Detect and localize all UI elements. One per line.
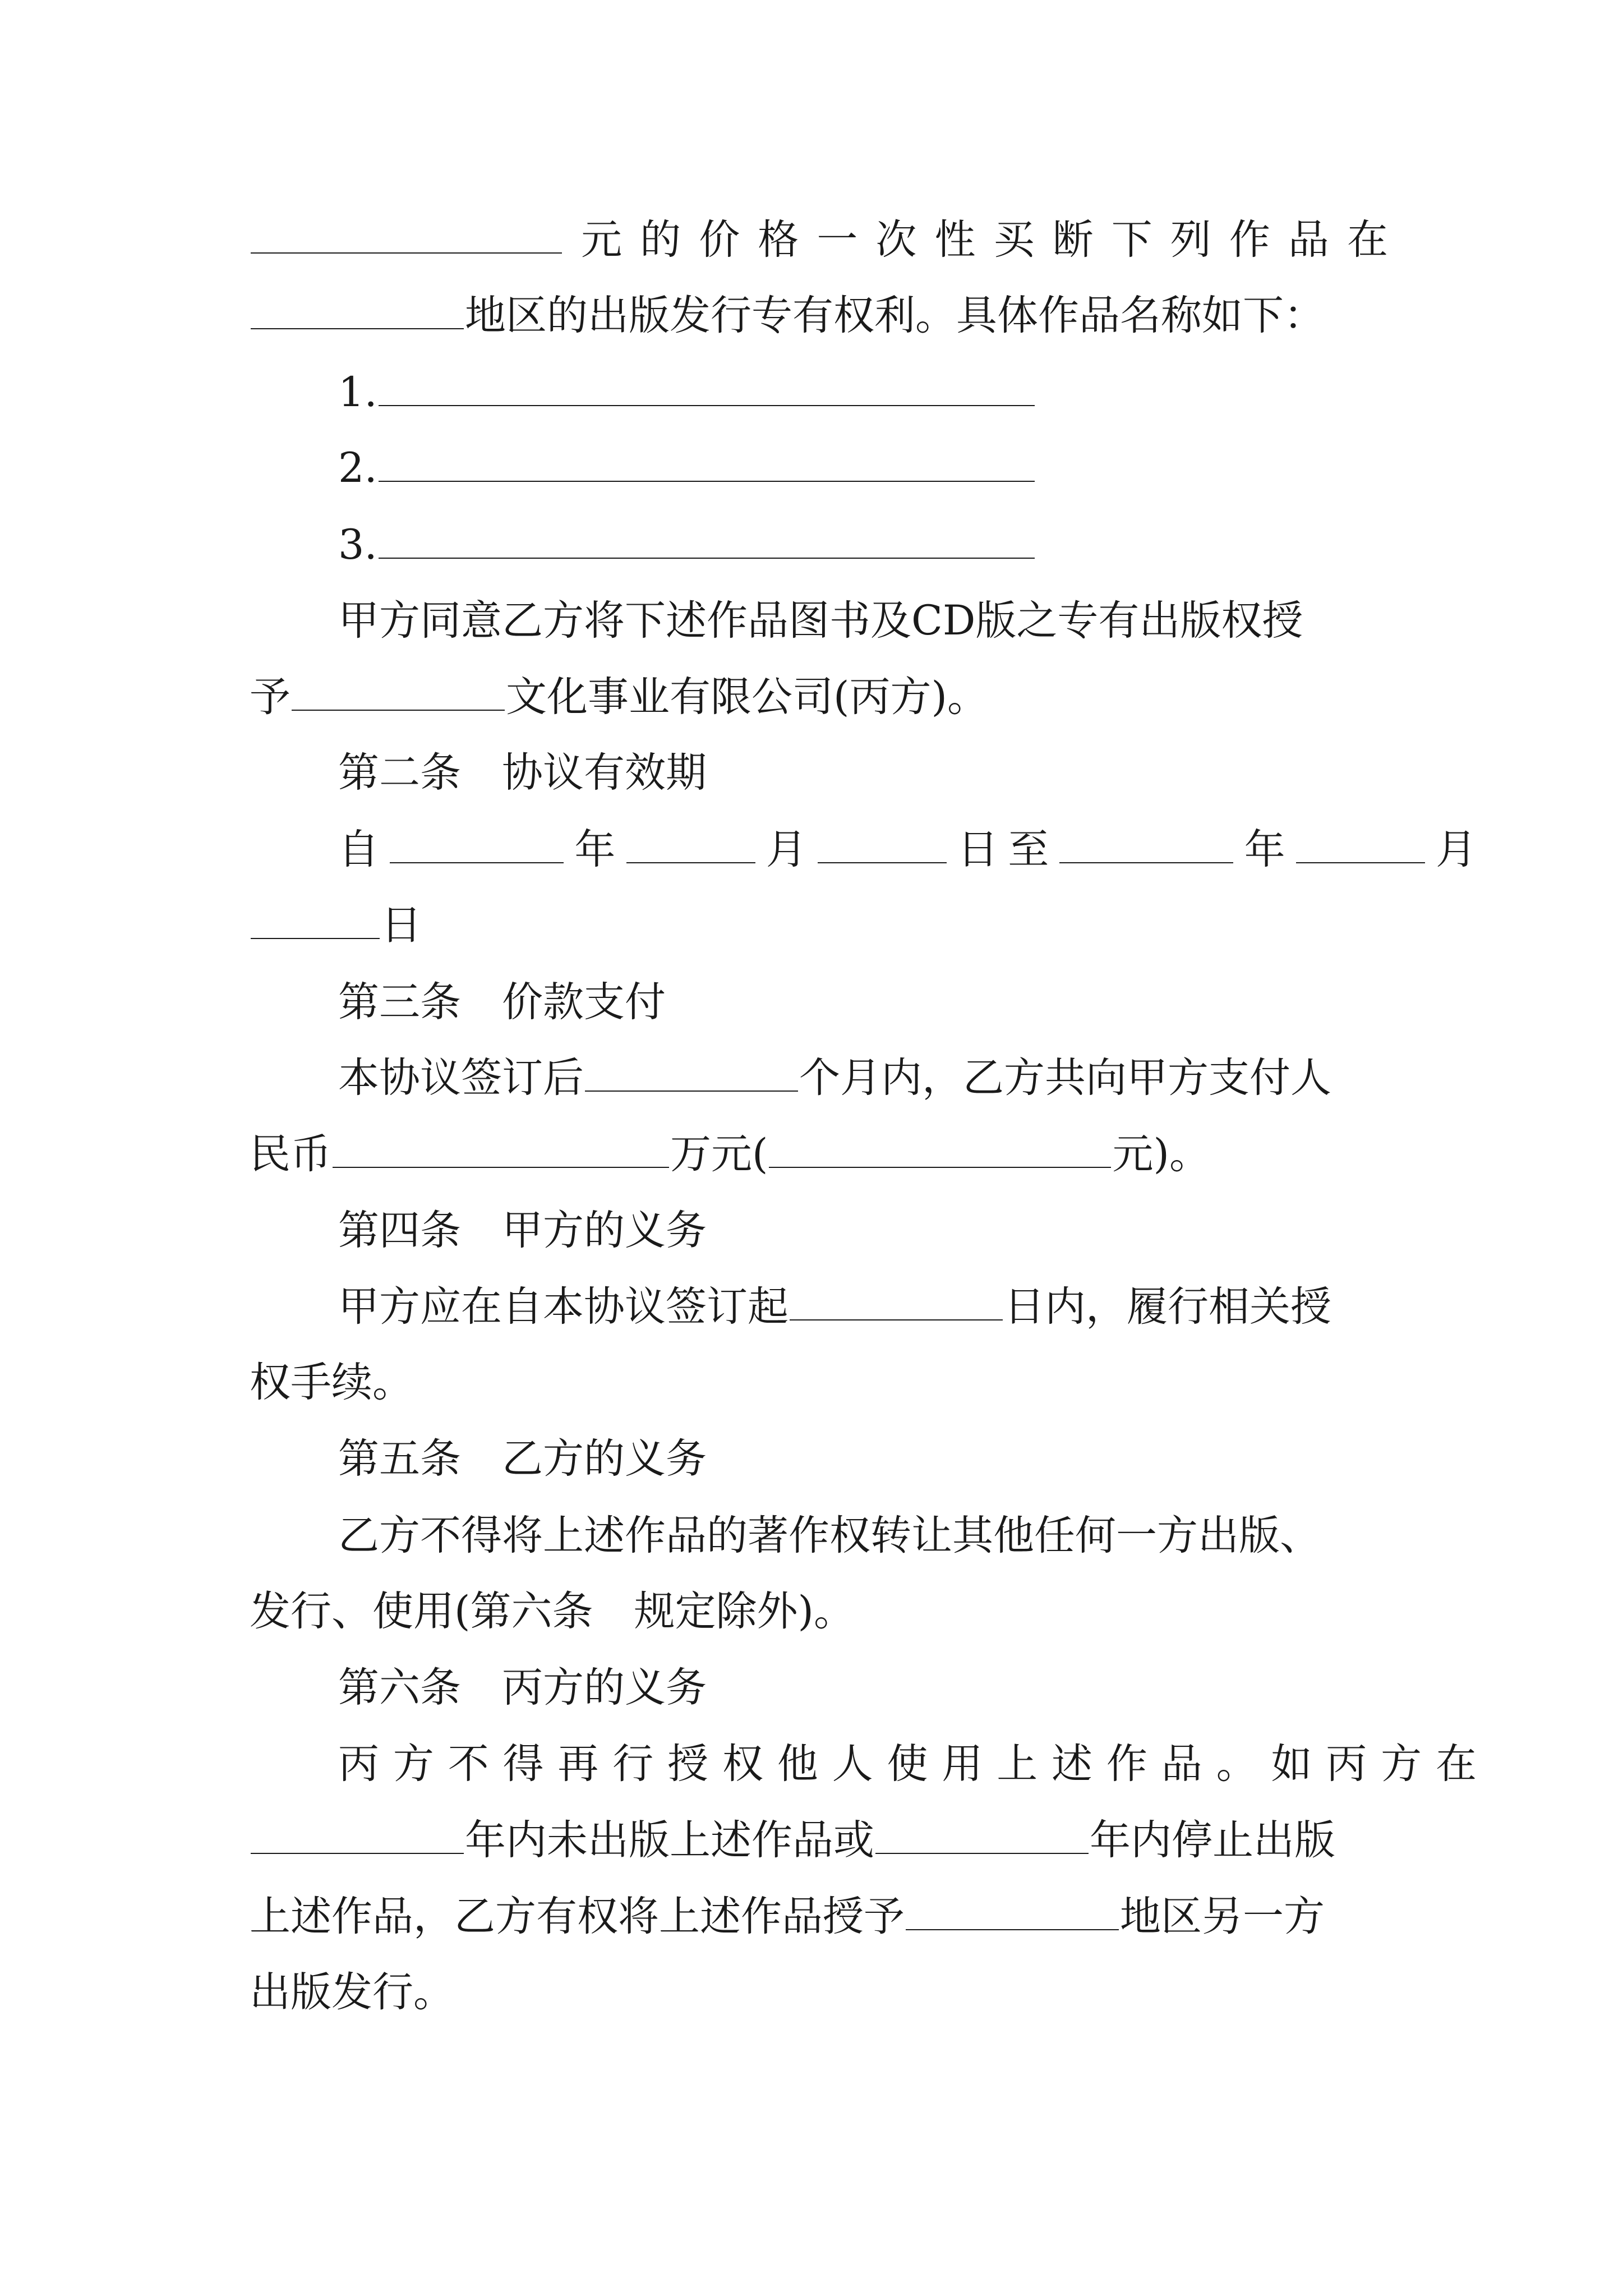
- blank-field-price[interactable]: [251, 209, 562, 254]
- text-line: [250, 587, 1477, 655]
- text-segment: 元)。: [1112, 1130, 1210, 1178]
- blank-field-work-3[interactable]: [379, 514, 1035, 559]
- blank-field-end-day[interactable]: [251, 894, 380, 939]
- text-segment: 甲方同意乙方将下述作品图书及CD版之专有出版权授: [338, 597, 1303, 645]
- blank-field-start-year[interactable]: [390, 818, 564, 863]
- blank-field-years-stop[interactable]: [875, 1809, 1089, 1854]
- text-line: [250, 816, 1477, 884]
- text-line: [250, 1502, 1477, 1570]
- text-line: [250, 1807, 1388, 1874]
- article-heading: [250, 1197, 1477, 1264]
- blank-field-start-month[interactable]: [626, 818, 755, 863]
- blank-field-end-month[interactable]: [1296, 818, 1425, 863]
- text-line: [250, 1273, 1477, 1341]
- text-segment: 年: [565, 826, 625, 873]
- text-segment: 文化事业有限公司(丙方)。: [506, 673, 988, 721]
- item-number: 2.: [338, 444, 377, 492]
- text-segment: 发行、使用(第六条 规定除外)。: [250, 1588, 855, 1635]
- text-segment: 地区的出版发行专有权利。具体作品名称如下：: [465, 292, 1325, 339]
- text-segment: 民币: [250, 1130, 331, 1178]
- blank-field-start-day[interactable]: [818, 818, 947, 863]
- item-number: 3.: [338, 521, 377, 569]
- text-segment: 甲方应在自本协议签订起: [338, 1283, 789, 1331]
- article-title: 第五条 乙方的义务: [338, 1435, 707, 1483]
- text-segment: 月: [1426, 826, 1477, 873]
- article-heading: [250, 739, 1477, 807]
- work-item-2: [250, 435, 1477, 502]
- text-line: [250, 1349, 1388, 1416]
- article-title: 第六条 丙方的义务: [338, 1664, 707, 1711]
- article-title: 第四条 甲方的义务: [338, 1207, 707, 1254]
- article-heading: [250, 969, 1477, 1036]
- text-segment: 日内，履行相关授: [1004, 1283, 1331, 1331]
- text-segment: 元的价格一次性买断下列作品在: [563, 216, 1388, 264]
- blank-field-region[interactable]: [251, 284, 464, 329]
- text-segment: 地区另一方: [1120, 1893, 1325, 1940]
- blank-field-amount-yuan[interactable]: [769, 1123, 1111, 1168]
- work-item-1: [250, 359, 1477, 426]
- text-segment: 本协议签订后: [338, 1054, 584, 1102]
- text-line: [250, 1578, 1388, 1645]
- text-segment: 万元(: [670, 1130, 768, 1178]
- text-segment: 个月内，乙方共向甲方支付人: [799, 1054, 1331, 1102]
- text-segment: 年内停止出版: [1090, 1816, 1335, 1864]
- blank-field-months[interactable]: [585, 1047, 798, 1092]
- text-line: [250, 1121, 1388, 1188]
- item-number: 1.: [338, 369, 377, 416]
- blank-field-amount-wan[interactable]: [333, 1123, 669, 1168]
- text-segment: 权手续。: [250, 1359, 413, 1406]
- blank-field-company[interactable]: [292, 666, 505, 711]
- blank-field-days[interactable]: [790, 1276, 1003, 1320]
- text-segment: 乙方不得将上述作品的著作权转让其他任何一方出版、: [338, 1512, 1321, 1559]
- text-line: [250, 892, 1388, 959]
- text-line: [250, 282, 1388, 349]
- article-heading: [250, 1654, 1477, 1722]
- text-segment: 上述作品，乙方有权将上述作品授予: [250, 1893, 905, 1940]
- text-segment: 自: [338, 826, 389, 873]
- text-segment: 出版发行。: [250, 1968, 454, 2016]
- text-line: [250, 206, 1388, 274]
- article-heading: [250, 1425, 1477, 1493]
- text-line: [250, 664, 1388, 731]
- text-line: [250, 1045, 1477, 1112]
- text-line: [250, 1731, 1477, 1798]
- blank-field-work-2[interactable]: [379, 437, 1035, 482]
- blank-field-years-publish[interactable]: [251, 1809, 464, 1854]
- text-segment: 日: [381, 901, 422, 949]
- text-segment: 月: [756, 826, 817, 873]
- article-title: 第二条 协议有效期: [338, 749, 707, 797]
- blank-field-other-region[interactable]: [906, 1885, 1119, 1930]
- text-segment: 日至: [947, 826, 1059, 873]
- text-segment: 丙方不得再行授权他人使用上述作品。如丙方在: [338, 1740, 1477, 1788]
- article-title: 第三条 价款支付: [338, 978, 666, 1026]
- text-line: [250, 1959, 1388, 2026]
- blank-field-end-year[interactable]: [1059, 818, 1233, 863]
- blank-field-work-1[interactable]: [379, 361, 1035, 406]
- text-segment: 年内未出版上述作品或: [465, 1816, 874, 1864]
- text-segment: 予: [250, 673, 291, 721]
- text-line: [250, 1883, 1388, 1950]
- text-segment: 年: [1234, 826, 1295, 873]
- work-item-3: [250, 512, 1477, 579]
